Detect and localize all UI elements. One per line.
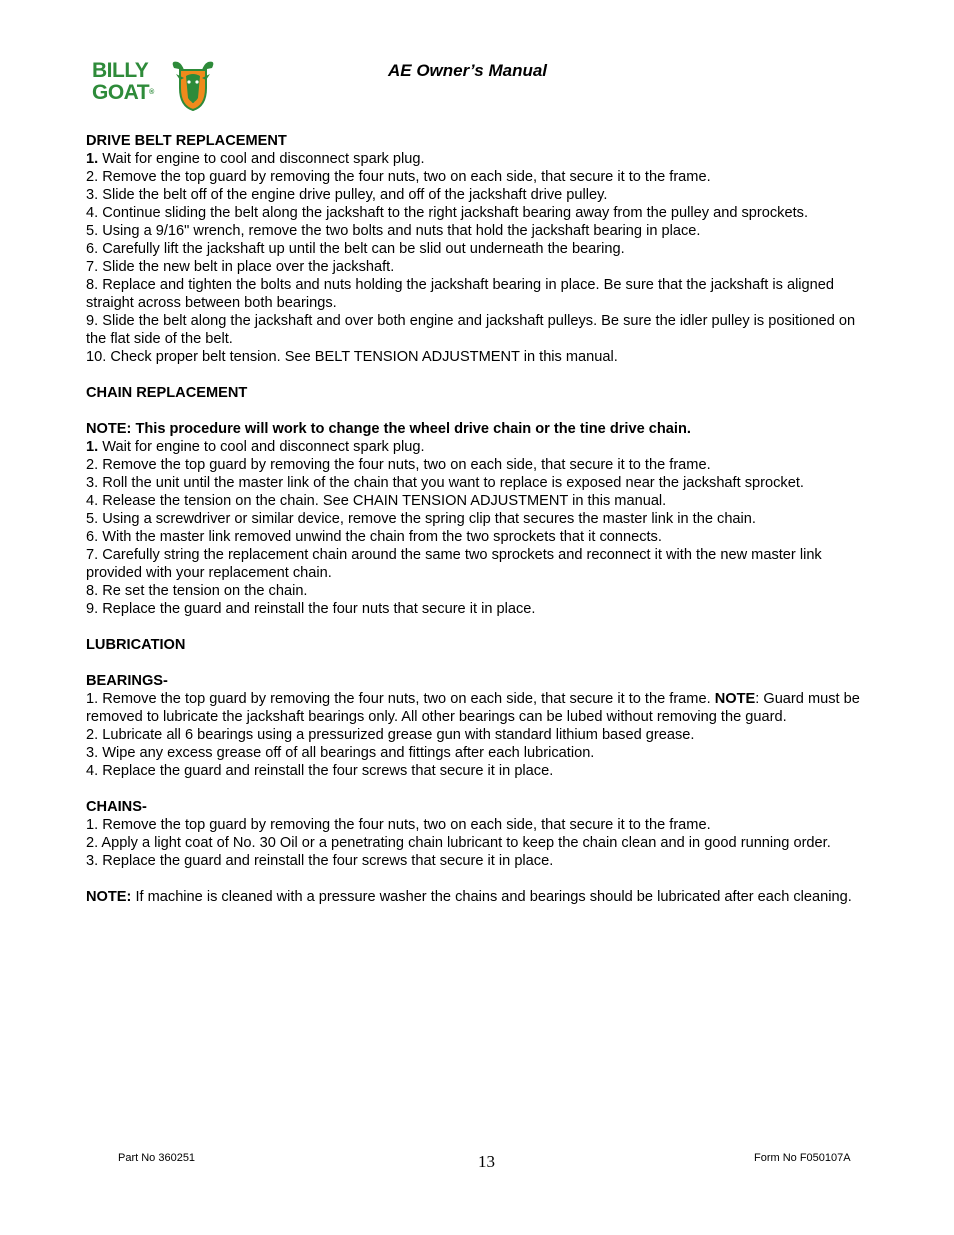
step: 1. Wait for engine to cool and disconnect spark plug. bbox=[86, 151, 425, 167]
step: 7. Slide the new belt in place over the jackshaft. bbox=[86, 259, 395, 275]
step: 2. Lubricate all 6 bearings using a pressurized grease gun with standard lithium based grease. bbox=[86, 727, 695, 743]
step: 6. Carefully lift the jackshaft up until the belt can be slid out underneath the bearing. bbox=[86, 241, 625, 257]
step: 1. Wait for engine to cool and disconnect spark plug. bbox=[86, 439, 425, 455]
step: 5. Using a 9/16" wrench, remove the two bolts and nuts that hold the jackshaft bearing in place. bbox=[86, 223, 701, 239]
step: 1. Remove the top guard by removing the four nuts, two on each side, that secure it to the frame. NOTE: Guard must be removed to lubricate the jackshaft bearings only. All other bearings can be lubed without removing the guard. bbox=[86, 691, 860, 725]
page-number: 13 bbox=[478, 1152, 495, 1171]
logo-wordmark: BILLY GOAT® bbox=[92, 59, 154, 104]
step: 8. Replace and tighten the bolts and nuts holding the jackshaft bearing in place. Be sure that the jackshaft is aligned straight across between both bearings. bbox=[86, 277, 835, 311]
form-number: Form No F050107A bbox=[754, 1152, 851, 1164]
step: 2. Remove the top guard by removing the four nuts, two on each side, that secure it to the frame. bbox=[86, 457, 711, 473]
step: 7. Carefully string the replacement chain around the same two sprockets and reconnect it with the new master link provided with your replacement chain. bbox=[86, 547, 822, 581]
step: 3. Roll the unit until the master link of the chain that you want to replace is exposed near the jackshaft sprocket. bbox=[86, 475, 804, 491]
chain-note: NOTE: This procedure will work to change the wheel drive chain or the tine drive chain. bbox=[86, 421, 691, 437]
step: 6. With the master link removed unwind the chain from the two sprockets that it connects. bbox=[86, 529, 662, 545]
step: 4. Release the tension on the chain. See CHAIN TENSION ADJUSTMENT in this manual. bbox=[86, 493, 667, 509]
step: 9. Replace the guard and reinstall the four nuts that secure it in place. bbox=[86, 601, 536, 617]
step: 4. Continue sliding the belt along the jackshaft to the right jackshaft bearing away from the pulley and sprockets. bbox=[86, 205, 808, 221]
billy-goat-logo bbox=[92, 58, 222, 112]
goat-head-icon bbox=[168, 58, 218, 112]
step: 8. Re set the tension on the chain. bbox=[86, 583, 308, 599]
page-content bbox=[86, 132, 866, 906]
subheading-chains: CHAINS- bbox=[86, 799, 147, 815]
step: 3. Wipe any excess grease off of all bearings and fittings after each lubrication. bbox=[86, 745, 595, 761]
step: 1. Remove the top guard by removing the four nuts, two on each side, that secure it to the frame. bbox=[86, 817, 711, 833]
step: 5. Using a screwdriver or similar device, remove the spring clip that secures the master link in the chain. bbox=[86, 511, 756, 527]
section-heading-drive-belt: DRIVE BELT REPLACEMENT bbox=[86, 133, 287, 149]
step: 4. Replace the guard and reinstall the four screws that secure it in place. bbox=[86, 763, 554, 779]
step: 3. Slide the belt off of the engine drive pulley, and off of the jackshaft drive pulley. bbox=[86, 187, 608, 203]
step: 10. Check proper belt tension. See BELT TENSION ADJUSTMENT in this manual. bbox=[86, 349, 618, 365]
section-heading-chain: CHAIN REPLACEMENT bbox=[86, 385, 248, 401]
section-heading-lubrication: LUBRICATION bbox=[86, 637, 186, 653]
step: 9. Slide the belt along the jackshaft and over both engine and jackshaft pulleys. Be sure the idler pulley is positioned on the flat side of the belt. bbox=[86, 313, 856, 347]
subheading-bearings: BEARINGS- bbox=[86, 673, 168, 689]
step: 2. Remove the top guard by removing the four nuts, two on each side, that secure it to the frame. bbox=[86, 169, 711, 185]
manual-title: AE Owner’s Manual bbox=[388, 61, 548, 80]
part-number: Part No 360251 bbox=[118, 1152, 196, 1164]
final-note: NOTE: If machine is cleaned with a pressure washer the chains and bearings should be lubricated after each cleaning. bbox=[86, 889, 852, 905]
step: 2. Apply a light coat of No. 30 Oil or a penetrating chain lubricant to keep the chain clean and in good running order. bbox=[86, 835, 831, 851]
step: 3. Replace the guard and reinstall the four screws that secure it in place. bbox=[86, 853, 554, 869]
